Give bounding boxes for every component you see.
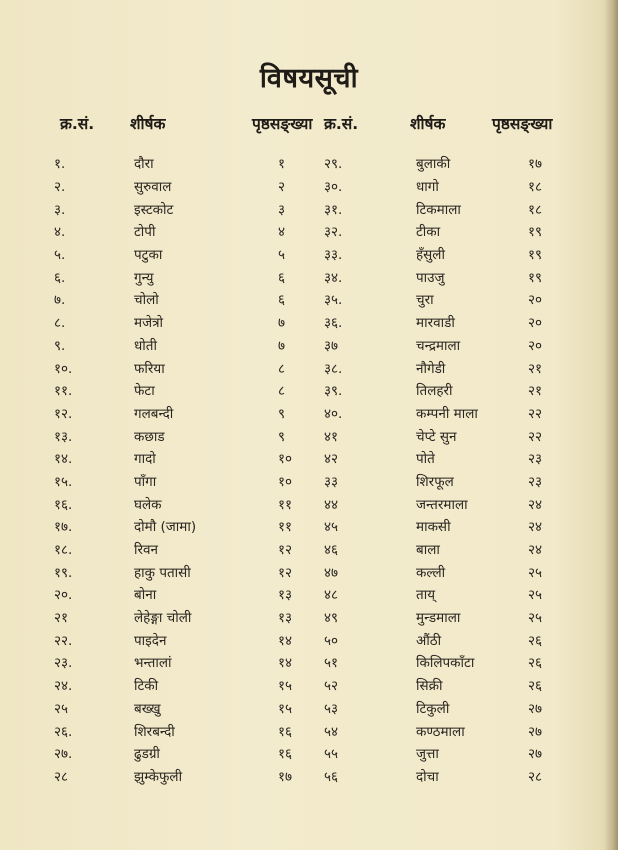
header-serial-right: क्र.सं. — [324, 115, 359, 133]
cell-title-left: पाइदेन — [134, 632, 167, 649]
table-row — [44, 628, 584, 651]
cell-serial-left: २६. — [54, 723, 73, 740]
cell-title-left: घलेक — [134, 496, 162, 513]
header-page-right: पृष्ठसङ्ख्या — [492, 115, 553, 133]
table-row — [44, 606, 584, 629]
cell-title-right: मारवाडी — [416, 315, 455, 332]
cell-serial-left: २७. — [54, 746, 73, 763]
table-row — [44, 175, 584, 198]
cell-title-right: नौगेडी — [416, 360, 446, 377]
header-title-right: शीर्षक — [410, 115, 446, 133]
table-row — [44, 742, 584, 765]
cell-title-left: दौरा — [134, 156, 154, 173]
cell-page-left: ९ — [278, 405, 286, 422]
cell-title-right: चेप्टे सुन — [416, 428, 457, 445]
table-row — [44, 651, 584, 674]
cell-title-left: मजेत्रो — [134, 315, 164, 332]
cell-page-left: ११ — [278, 496, 293, 513]
cell-page-left: १२ — [278, 564, 293, 581]
cell-title-right: पाउजु — [416, 269, 445, 286]
cell-serial-left: ५. — [54, 247, 66, 264]
cell-title-right: टिकमाला — [416, 201, 461, 218]
table-row — [44, 288, 584, 311]
cell-page-right: २६ — [528, 632, 543, 649]
cell-page-right: २८ — [528, 768, 543, 785]
cell-page-left: १ — [278, 156, 286, 173]
cell-title-right: तिलहरी — [416, 383, 453, 400]
cell-title-right: हँसुली — [416, 247, 445, 264]
cell-serial-right: ३३ — [324, 473, 339, 490]
table-row — [44, 765, 584, 788]
cell-page-right: १९ — [528, 224, 543, 241]
cell-title-right: टिकुली — [416, 700, 450, 717]
cell-title-right: सिक्री — [416, 678, 443, 695]
cell-title-right: कम्पनी माला — [416, 405, 478, 422]
cell-page-right: २२ — [528, 405, 543, 422]
cell-page-right: २१ — [528, 383, 543, 400]
cell-page-right: २३ — [528, 451, 543, 468]
cell-serial-right: ३९. — [324, 383, 343, 400]
table-row — [44, 470, 584, 493]
cell-page-right: २० — [528, 315, 543, 332]
cell-serial-left: १. — [54, 156, 66, 173]
cell-page-right: १८ — [528, 179, 543, 196]
cell-serial-left: २३. — [54, 655, 73, 672]
cell-page-left: १२ — [278, 542, 293, 559]
cell-serial-left: ६. — [54, 269, 66, 286]
cell-title-left: बख्खु — [134, 700, 161, 717]
cell-title-right: टीका — [416, 224, 441, 241]
cell-title-left: गलबन्दी — [134, 405, 174, 422]
cell-serial-left: ३. — [54, 201, 66, 218]
cell-page-left: १४ — [278, 655, 293, 672]
table-row — [44, 719, 584, 742]
cell-page-right: २५ — [528, 564, 543, 581]
cell-page-right: २६ — [528, 678, 543, 695]
cell-title-right: माकसी — [416, 519, 451, 536]
cell-serial-left: १६. — [54, 496, 73, 513]
header-serial-left: क्र.सं. — [60, 115, 95, 133]
cell-page-right: २५ — [528, 610, 543, 627]
page-spine-shadow — [604, 0, 618, 850]
cell-page-right: १८ — [528, 201, 543, 218]
cell-serial-left: ८. — [54, 315, 66, 332]
cell-title-right: चन्द्रमाला — [416, 337, 461, 354]
cell-serial-left: १८. — [54, 542, 73, 559]
page-title: विषयसूची — [259, 63, 359, 94]
table-row — [44, 243, 584, 266]
cell-serial-left: २८ — [54, 768, 69, 785]
cell-serial-left: १९. — [54, 564, 73, 581]
cell-serial-left: २२. — [54, 632, 73, 649]
cell-serial-right: ३०. — [324, 179, 343, 196]
cell-page-right: २६ — [528, 655, 543, 672]
cell-page-left: १४ — [278, 632, 293, 649]
cell-page-right: २५ — [528, 587, 543, 604]
cell-title-left: पाँगा — [134, 473, 157, 490]
cell-serial-right: ३३. — [324, 247, 343, 264]
cell-serial-right: ३७ — [324, 337, 339, 354]
cell-serial-right: ५२ — [324, 678, 339, 695]
cell-serial-left: १५. — [54, 473, 73, 490]
table-row — [44, 492, 584, 515]
cell-title-left: धोती — [134, 337, 157, 354]
cell-serial-right: ४८ — [324, 587, 339, 604]
cell-title-left: शिरबन्दी — [134, 723, 175, 740]
table-row — [44, 515, 584, 538]
header-page-left: पृष्ठसङ्ख्या — [252, 115, 313, 133]
cell-serial-right: ४५ — [324, 519, 339, 536]
cell-serial-left: २१ — [54, 610, 69, 627]
table-row — [44, 152, 584, 175]
cell-page-left: ७ — [278, 337, 286, 354]
cell-page-right: २० — [528, 337, 543, 354]
cell-serial-left: २५ — [54, 700, 69, 717]
cell-serial-right: ५० — [324, 632, 339, 649]
cell-page-left: ११ — [278, 519, 293, 536]
cell-serial-right: ५१ — [324, 655, 339, 672]
cell-serial-left: १२. — [54, 405, 73, 422]
table-row — [44, 220, 584, 243]
cell-page-left: १७ — [278, 768, 293, 785]
cell-page-left: १५ — [278, 678, 293, 695]
table-row — [44, 311, 584, 334]
cell-page-right: २७ — [528, 700, 543, 717]
cell-title-right: दोचा — [416, 768, 439, 785]
cell-serial-right: ३५. — [324, 292, 343, 309]
cell-serial-left: १७. — [54, 519, 73, 536]
cell-page-left: ६ — [278, 292, 286, 309]
cell-page-right: २२ — [528, 428, 543, 445]
cell-title-right: पोते — [416, 451, 435, 468]
cell-title-right: जुत्ता — [416, 746, 439, 763]
cell-title-right: शिरफूल — [416, 473, 454, 490]
cell-title-left: कछाड — [134, 428, 165, 445]
cell-page-left: ७ — [278, 315, 286, 332]
table-row — [44, 424, 584, 447]
cell-serial-right: ४६ — [324, 542, 339, 559]
cell-title-left: रिवन — [134, 542, 159, 559]
cell-title-right: कण्ठमाला — [416, 723, 465, 740]
cell-page-left: १० — [278, 473, 293, 490]
cell-page-left: ८ — [278, 383, 286, 400]
cell-title-left: इस्टकोट — [134, 201, 174, 218]
cell-title-left: बोना — [134, 587, 157, 604]
cell-serial-left: २०. — [54, 587, 73, 604]
cell-page-left: १३ — [278, 587, 293, 604]
cell-serial-right: ५५ — [324, 746, 339, 763]
cell-page-left: १६ — [278, 723, 293, 740]
cell-page-left: १५ — [278, 700, 293, 717]
cell-title-right: कल्ली — [416, 564, 446, 581]
cell-serial-right: ३४. — [324, 269, 343, 286]
cell-title-right: बुलाकी — [416, 156, 451, 173]
cell-serial-right: ४९ — [324, 610, 339, 627]
cell-page-left: १३ — [278, 610, 293, 627]
cell-serial-left: २. — [54, 179, 66, 196]
cell-page-left: ९ — [278, 428, 286, 445]
table-row — [44, 538, 584, 561]
cell-page-right: २७ — [528, 746, 543, 763]
cell-title-right: बाला — [416, 542, 440, 559]
cell-page-right: २७ — [528, 723, 543, 740]
cell-title-right: चुरा — [416, 292, 434, 309]
table-row — [44, 583, 584, 606]
table-row — [44, 379, 584, 402]
table-row — [44, 674, 584, 697]
cell-title-left: झुम्केफुली — [134, 768, 183, 785]
cell-serial-left: ९. — [54, 337, 66, 354]
cell-serial-right: ३२. — [324, 224, 343, 241]
cell-serial-right: ४४ — [324, 496, 339, 513]
cell-page-left: ३ — [278, 201, 286, 218]
cell-page-left: १६ — [278, 746, 293, 763]
table-row — [44, 697, 584, 720]
cell-serial-right: ४२ — [324, 451, 339, 468]
cell-title-left: लेहेङ्गा चोली — [134, 610, 192, 627]
cell-serial-left: ११. — [54, 383, 73, 400]
cell-title-right: ताय् — [416, 587, 436, 604]
cell-page-left: १० — [278, 451, 293, 468]
cell-page-right: २४ — [528, 496, 543, 513]
cell-serial-right: ३१. — [324, 201, 343, 218]
cell-title-left: भन्तालां — [134, 655, 172, 672]
cell-page-left: ४ — [278, 224, 286, 241]
contents-table — [44, 108, 584, 787]
header-row — [44, 108, 584, 152]
cell-serial-right: ४०. — [324, 405, 343, 422]
cell-page-right: २० — [528, 292, 543, 309]
cell-title-left: फेटा — [134, 383, 155, 400]
cell-title-right: मुन्डमाला — [416, 610, 461, 627]
cell-title-right: धागो — [416, 179, 439, 196]
cell-title-left: सुरुवाल — [134, 179, 172, 196]
table-row — [44, 334, 584, 357]
cell-title-left: पटुका — [134, 247, 163, 264]
cell-page-right: २४ — [528, 542, 543, 559]
cell-serial-right: ५६ — [324, 768, 339, 785]
cell-page-left: ५ — [278, 247, 286, 264]
table-row — [44, 402, 584, 425]
cell-title-right: औंठी — [416, 632, 442, 649]
cell-page-right: १७ — [528, 156, 543, 173]
cell-serial-right: ३६. — [324, 315, 343, 332]
cell-serial-left: १४. — [54, 451, 73, 468]
cell-page-left: ६ — [278, 269, 286, 286]
table-row — [44, 265, 584, 288]
cell-serial-right: ५४ — [324, 723, 339, 740]
cell-title-left: फरिया — [134, 360, 165, 377]
cell-serial-right: ४१ — [324, 428, 339, 445]
table-row — [44, 447, 584, 470]
cell-title-left: गुन्यु — [134, 269, 154, 286]
contents-body — [44, 152, 584, 787]
cell-page-right: २४ — [528, 519, 543, 536]
cell-serial-left: ७. — [54, 292, 66, 309]
cell-title-left: टिकी — [134, 678, 159, 695]
cell-serial-left: २४. — [54, 678, 73, 695]
header-title-left: शीर्षक — [130, 115, 166, 133]
cell-title-left: टोपी — [134, 224, 156, 241]
cell-page-right: २१ — [528, 360, 543, 377]
cell-serial-right: ४७ — [324, 564, 339, 581]
cell-title-left: दोमौ (जामा) — [134, 519, 197, 536]
cell-serial-right: ५३ — [324, 700, 339, 717]
cell-serial-right: २९. — [324, 156, 343, 173]
cell-title-left: ढुडग्री — [134, 746, 160, 763]
cell-title-right: किलिपकाँटा — [416, 655, 475, 672]
table-row — [44, 560, 584, 583]
cell-serial-right: ३८. — [324, 360, 343, 377]
cell-serial-left: ४. — [54, 224, 66, 241]
table-row — [44, 197, 584, 220]
cell-serial-left: १३. — [54, 428, 73, 445]
cell-page-left: ८ — [278, 360, 286, 377]
cell-title-right: जन्तरमाला — [416, 496, 468, 513]
cell-page-right: १९ — [528, 247, 543, 264]
table-row — [44, 356, 584, 379]
cell-page-right: १९ — [528, 269, 543, 286]
cell-page-right: २३ — [528, 473, 543, 490]
cell-title-left: गादो — [134, 451, 156, 468]
cell-serial-left: १०. — [54, 360, 73, 377]
cell-page-left: २ — [278, 179, 286, 196]
cell-title-left: हाकु पतासी — [134, 564, 191, 581]
cell-title-left: चोलो — [134, 292, 159, 309]
